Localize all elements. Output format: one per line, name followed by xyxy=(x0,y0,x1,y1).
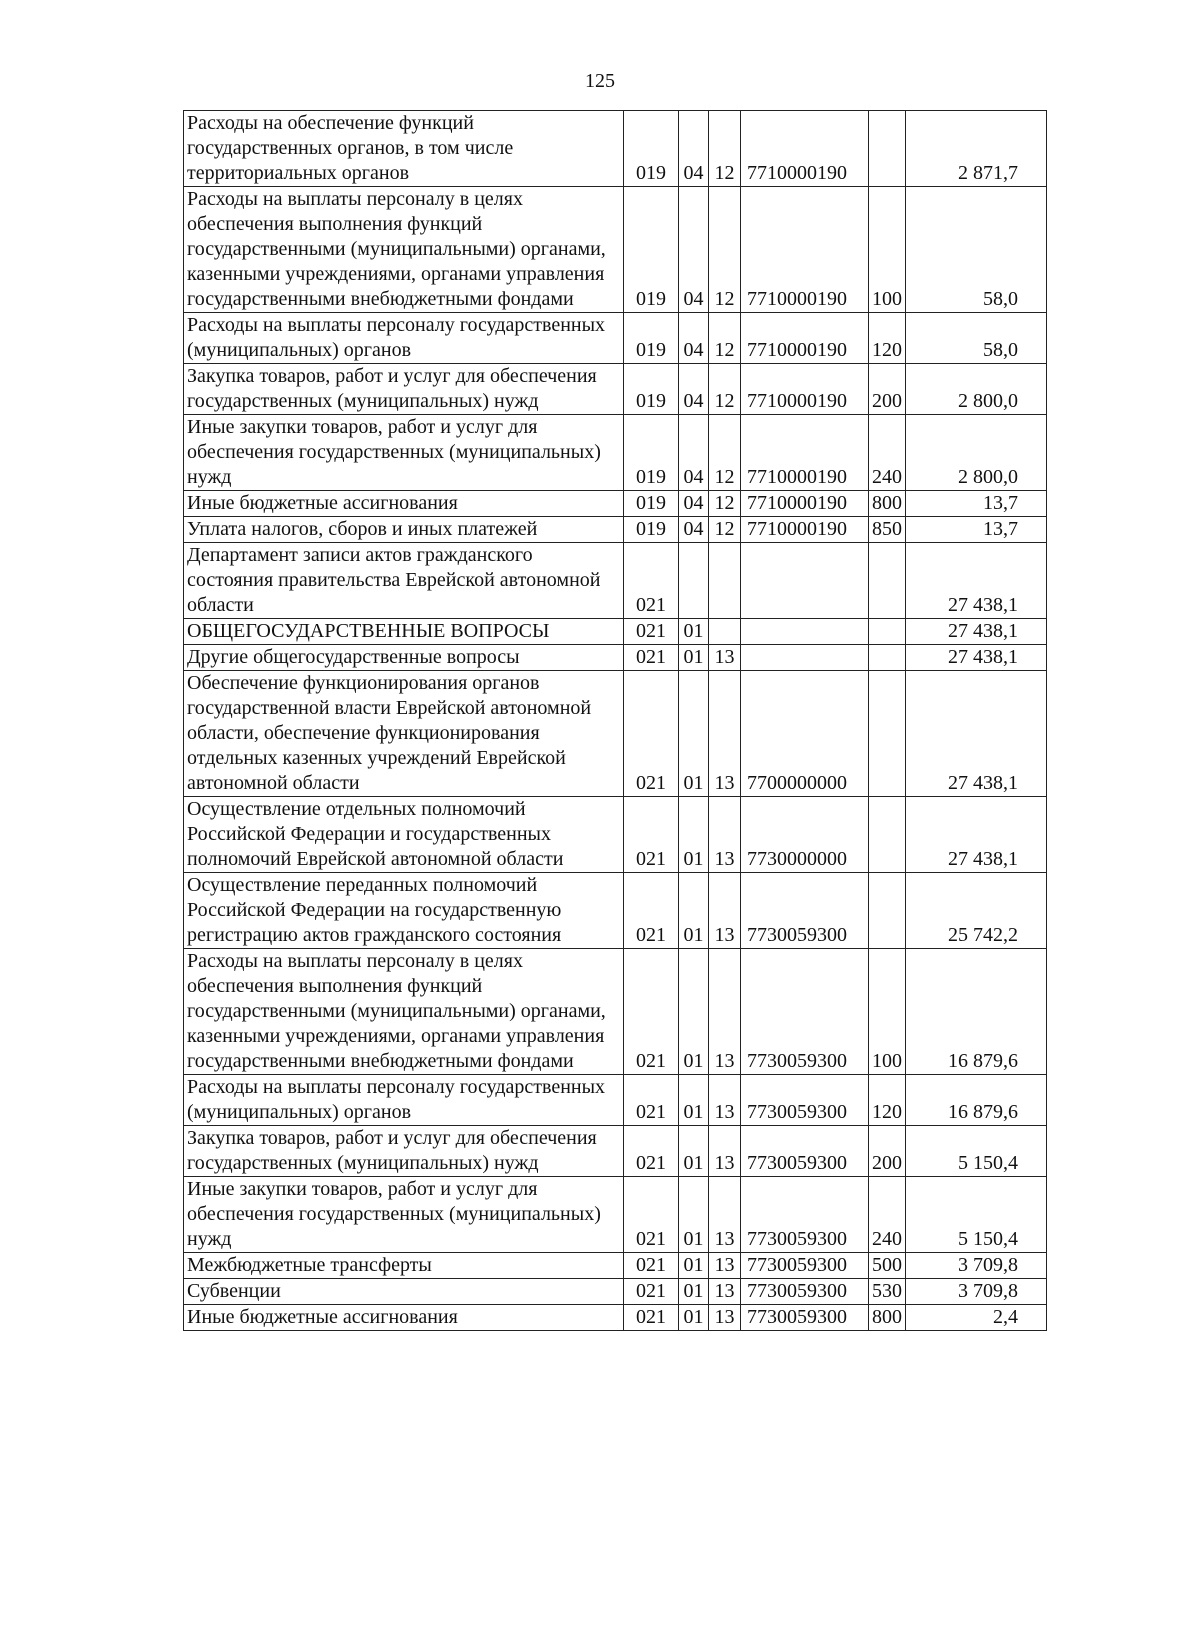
table-row xyxy=(184,1279,1047,1305)
cell-section-code: 01 xyxy=(679,1279,709,1305)
cell-expense-type: 500 xyxy=(869,1253,906,1279)
table-row xyxy=(184,797,1047,873)
table-row xyxy=(184,1126,1047,1177)
cell-subsection-code: 13 xyxy=(709,671,741,797)
cell-ved-code: 019 xyxy=(624,517,679,543)
cell-ved-code: 021 xyxy=(624,1253,679,1279)
cell-section-code: 04 xyxy=(679,364,709,415)
cell-target-article: 7710000190 xyxy=(741,491,869,517)
cell-target-article: 7730059300 xyxy=(741,949,869,1075)
cell-amount: 16 879,6 xyxy=(906,1075,1047,1126)
cell-expense-type xyxy=(869,873,906,949)
cell-target-article: 7710000190 xyxy=(741,111,869,187)
cell-subsection-code: 13 xyxy=(709,645,741,671)
cell-subsection-code: 13 xyxy=(709,1253,741,1279)
cell-section-code: 04 xyxy=(679,187,709,313)
cell-amount: 27 438,1 xyxy=(906,619,1047,645)
cell-section-code: 04 xyxy=(679,313,709,364)
cell-subsection-code: 12 xyxy=(709,364,741,415)
budget-table xyxy=(183,110,1047,1331)
cell-name: Расходы на выплаты персоналу государственных (муниципальных) органов xyxy=(184,313,624,364)
cell-ved-code: 019 xyxy=(624,491,679,517)
cell-target-article: 7710000190 xyxy=(741,313,869,364)
table-row xyxy=(184,949,1047,1075)
cell-section-code: 01 xyxy=(679,671,709,797)
cell-ved-code: 021 xyxy=(624,619,679,645)
cell-target-article: 7700000000 xyxy=(741,671,869,797)
cell-expense-type: 100 xyxy=(869,949,906,1075)
cell-name: Осуществление переданных полномочий Российской Федерации на государственную регистрацию актов гражданского состояния xyxy=(184,873,624,949)
cell-ved-code: 021 xyxy=(624,873,679,949)
cell-subsection-code: 13 xyxy=(709,1177,741,1253)
page-number: 125 xyxy=(585,70,615,92)
cell-name: ОБЩЕГОСУДАРСТВЕННЫЕ ВОПРОСЫ xyxy=(184,619,624,645)
cell-subsection-code: 12 xyxy=(709,313,741,364)
cell-section-code: 04 xyxy=(679,517,709,543)
cell-subsection-code: 12 xyxy=(709,517,741,543)
table-row xyxy=(184,111,1047,187)
cell-amount: 3 709,8 xyxy=(906,1279,1047,1305)
cell-section-code: 04 xyxy=(679,491,709,517)
cell-ved-code: 021 xyxy=(624,1305,679,1331)
cell-name: Иные закупки товаров, работ и услуг для обеспечения государственных (муниципальных) нужд xyxy=(184,415,624,491)
cell-expense-type xyxy=(869,619,906,645)
cell-subsection-code: 12 xyxy=(709,111,741,187)
cell-subsection-code: 13 xyxy=(709,797,741,873)
cell-ved-code: 019 xyxy=(624,111,679,187)
cell-expense-type: 100 xyxy=(869,187,906,313)
cell-amount: 27 438,1 xyxy=(906,797,1047,873)
cell-subsection-code: 12 xyxy=(709,415,741,491)
cell-target-article xyxy=(741,543,869,619)
cell-ved-code: 019 xyxy=(624,187,679,313)
cell-name: Закупка товаров, работ и услуг для обеспечения государственных (муниципальных) нужд xyxy=(184,364,624,415)
cell-amount: 3 709,8 xyxy=(906,1253,1047,1279)
cell-ved-code: 021 xyxy=(624,1279,679,1305)
table-row xyxy=(184,1253,1047,1279)
table-row xyxy=(184,543,1047,619)
cell-name: Департамент записи актов гражданского состояния правительства Еврейской автономной области xyxy=(184,543,624,619)
cell-section-code: 01 xyxy=(679,645,709,671)
cell-subsection-code: 13 xyxy=(709,949,741,1075)
cell-section-code: 01 xyxy=(679,1126,709,1177)
cell-expense-type: 120 xyxy=(869,313,906,364)
cell-name: Обеспечение функционирования органов государственной власти Еврейской автономной области, обеспечение функционирования отдельных казенных учреждений Еврейской автономной области xyxy=(184,671,624,797)
table-row xyxy=(184,1177,1047,1253)
cell-ved-code: 019 xyxy=(624,364,679,415)
cell-expense-type: 800 xyxy=(869,491,906,517)
cell-section-code: 01 xyxy=(679,1075,709,1126)
table-row xyxy=(184,187,1047,313)
cell-ved-code: 021 xyxy=(624,1075,679,1126)
cell-expense-type xyxy=(869,671,906,797)
cell-expense-type: 240 xyxy=(869,415,906,491)
cell-target-article: 7730000000 xyxy=(741,797,869,873)
cell-expense-type xyxy=(869,543,906,619)
cell-subsection-code: 13 xyxy=(709,1126,741,1177)
table-row xyxy=(184,313,1047,364)
cell-amount: 2,4 xyxy=(906,1305,1047,1331)
cell-name: Межбюджетные трансферты xyxy=(184,1253,624,1279)
cell-subsection-code xyxy=(709,543,741,619)
cell-amount: 25 742,2 xyxy=(906,873,1047,949)
cell-ved-code: 021 xyxy=(624,1126,679,1177)
cell-ved-code: 019 xyxy=(624,415,679,491)
cell-section-code: 04 xyxy=(679,415,709,491)
cell-expense-type: 200 xyxy=(869,364,906,415)
table-row xyxy=(184,619,1047,645)
cell-target-article: 7730059300 xyxy=(741,1305,869,1331)
cell-expense-type xyxy=(869,111,906,187)
cell-amount: 58,0 xyxy=(906,313,1047,364)
cell-amount: 27 438,1 xyxy=(906,543,1047,619)
cell-expense-type: 850 xyxy=(869,517,906,543)
cell-ved-code: 021 xyxy=(624,949,679,1075)
cell-subsection-code: 13 xyxy=(709,873,741,949)
cell-name: Иные бюджетные ассигнования xyxy=(184,1305,624,1331)
cell-target-article xyxy=(741,645,869,671)
table-row xyxy=(184,1305,1047,1331)
cell-expense-type: 240 xyxy=(869,1177,906,1253)
cell-name: Расходы на выплаты персоналу в целях обеспечения выполнения функций государственными (муниципальными) органами, казенными учреждениями, органами управления государственными внебюджетными фондами xyxy=(184,187,624,313)
cell-ved-code: 021 xyxy=(624,1177,679,1253)
cell-subsection-code: 12 xyxy=(709,187,741,313)
cell-section-code: 01 xyxy=(679,797,709,873)
cell-expense-type xyxy=(869,645,906,671)
cell-target-article: 7730059300 xyxy=(741,1075,869,1126)
cell-amount: 2 800,0 xyxy=(906,364,1047,415)
cell-subsection-code: 13 xyxy=(709,1075,741,1126)
cell-ved-code: 021 xyxy=(624,797,679,873)
cell-amount: 5 150,4 xyxy=(906,1126,1047,1177)
cell-amount: 13,7 xyxy=(906,491,1047,517)
cell-subsection-code: 12 xyxy=(709,491,741,517)
table-row xyxy=(184,517,1047,543)
table-row xyxy=(184,873,1047,949)
cell-name: Расходы на выплаты персоналу в целях обеспечения выполнения функций государственными (муниципальными) органами, казенными учреждениями, органами управления государственными внебюджетными фондами xyxy=(184,949,624,1075)
cell-subsection-code: 13 xyxy=(709,1305,741,1331)
cell-target-article: 7730059300 xyxy=(741,1126,869,1177)
cell-section-code: 04 xyxy=(679,111,709,187)
cell-expense-type: 530 xyxy=(869,1279,906,1305)
cell-target-article: 7730059300 xyxy=(741,1253,869,1279)
cell-target-article: 7710000190 xyxy=(741,187,869,313)
cell-section-code: 01 xyxy=(679,949,709,1075)
cell-amount: 2 871,7 xyxy=(906,111,1047,187)
cell-section-code: 01 xyxy=(679,619,709,645)
table-row xyxy=(184,1075,1047,1126)
cell-amount: 2 800,0 xyxy=(906,415,1047,491)
cell-ved-code: 021 xyxy=(624,671,679,797)
cell-section-code xyxy=(679,543,709,619)
cell-amount: 58,0 xyxy=(906,187,1047,313)
table-row xyxy=(184,671,1047,797)
cell-amount: 27 438,1 xyxy=(906,671,1047,797)
cell-section-code: 01 xyxy=(679,873,709,949)
cell-expense-type: 120 xyxy=(869,1075,906,1126)
cell-target-article: 7710000190 xyxy=(741,415,869,491)
cell-ved-code: 021 xyxy=(624,645,679,671)
cell-amount: 13,7 xyxy=(906,517,1047,543)
budget-table-body xyxy=(184,111,1047,1331)
cell-name: Иные закупки товаров, работ и услуг для обеспечения государственных (муниципальных) нужд xyxy=(184,1177,624,1253)
cell-name: Уплата налогов, сборов и иных платежей xyxy=(184,517,624,543)
table-row xyxy=(184,364,1047,415)
cell-target-article xyxy=(741,619,869,645)
cell-ved-code: 019 xyxy=(624,313,679,364)
cell-name: Субвенции xyxy=(184,1279,624,1305)
cell-section-code: 01 xyxy=(679,1305,709,1331)
cell-expense-type: 200 xyxy=(869,1126,906,1177)
cell-name: Расходы на обеспечение функций государственных органов, в том числе территориальных органов xyxy=(184,111,624,187)
cell-target-article: 7730059300 xyxy=(741,1279,869,1305)
cell-name: Осуществление отдельных полномочий Российской Федерации и государственных полномочий Еврейской автономной области xyxy=(184,797,624,873)
cell-subsection-code: 13 xyxy=(709,1279,741,1305)
cell-amount: 5 150,4 xyxy=(906,1177,1047,1253)
cell-section-code: 01 xyxy=(679,1253,709,1279)
cell-amount: 16 879,6 xyxy=(906,949,1047,1075)
cell-target-article: 7730059300 xyxy=(741,1177,869,1253)
table-row xyxy=(184,415,1047,491)
cell-ved-code: 021 xyxy=(624,543,679,619)
cell-expense-type xyxy=(869,797,906,873)
cell-amount: 27 438,1 xyxy=(906,645,1047,671)
cell-target-article: 7710000190 xyxy=(741,517,869,543)
cell-name: Закупка товаров, работ и услуг для обеспечения государственных (муниципальных) нужд xyxy=(184,1126,624,1177)
cell-section-code: 01 xyxy=(679,1177,709,1253)
cell-target-article: 7730059300 xyxy=(741,873,869,949)
cell-name: Другие общегосударственные вопросы xyxy=(184,645,624,671)
cell-subsection-code xyxy=(709,619,741,645)
cell-name: Расходы на выплаты персоналу государственных (муниципальных) органов xyxy=(184,1075,624,1126)
cell-expense-type: 800 xyxy=(869,1305,906,1331)
table-row xyxy=(184,491,1047,517)
table-row xyxy=(184,645,1047,671)
cell-target-article: 7710000190 xyxy=(741,364,869,415)
cell-name: Иные бюджетные ассигнования xyxy=(184,491,624,517)
